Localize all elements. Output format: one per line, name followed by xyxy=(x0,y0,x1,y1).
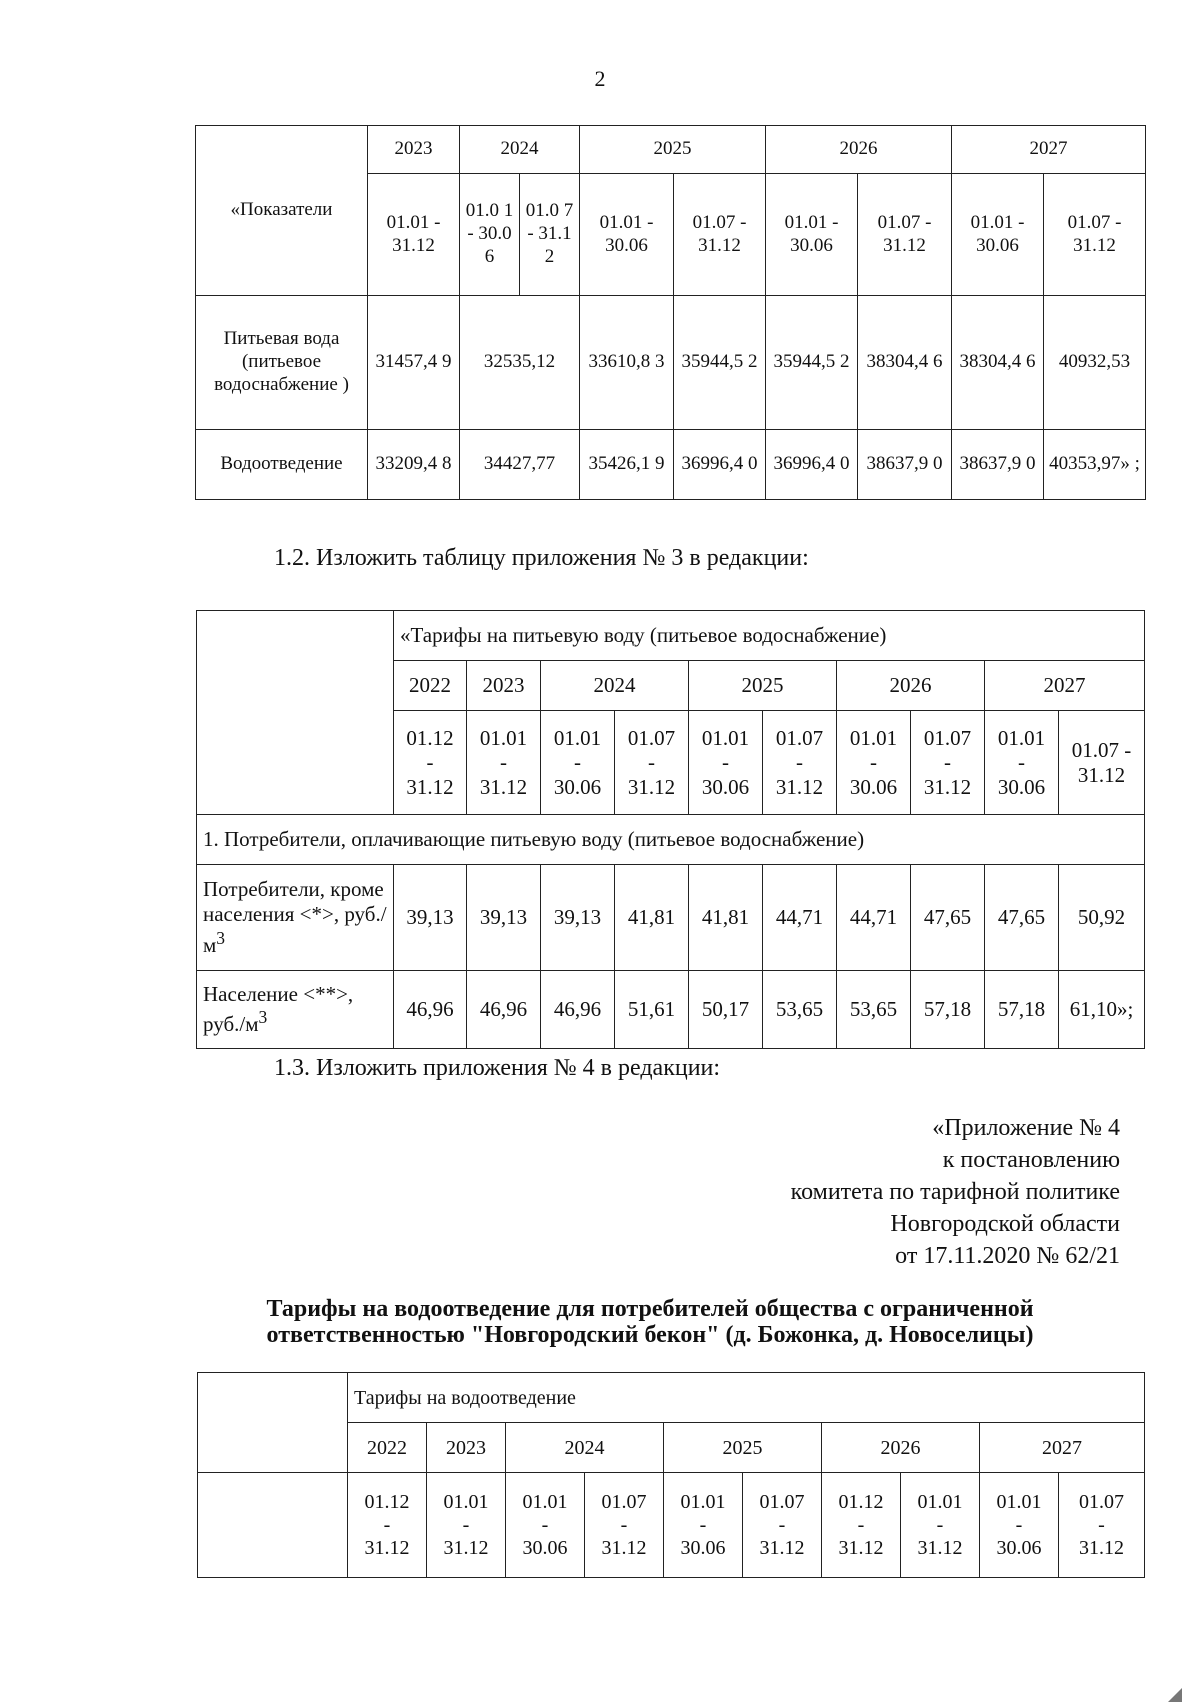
cell-value: 47,65 xyxy=(985,865,1059,971)
cell-value: 31457,4 9 xyxy=(368,296,460,430)
year-header: 2027 xyxy=(952,126,1146,174)
cell-value: 36996,4 0 xyxy=(766,430,858,500)
cell-value: 44,71 xyxy=(837,865,911,971)
period-header: 01.07 - 31.12 xyxy=(743,1473,822,1578)
document-heading xyxy=(150,1296,1150,1348)
cell-value: 39,13 xyxy=(394,865,467,971)
cell-value: 40353,97» ; xyxy=(1044,430,1146,500)
table-title: Тарифы на водоотведение xyxy=(348,1373,1145,1423)
year-header: 2025 xyxy=(664,1423,822,1473)
cell-value: 44,71 xyxy=(763,865,837,971)
table-row xyxy=(196,296,1146,430)
period-header: 01.01 - 30.06 xyxy=(580,174,674,296)
year-header: 2022 xyxy=(348,1423,427,1473)
year-header: 2026 xyxy=(822,1423,980,1473)
cell-value: 39,13 xyxy=(541,865,615,971)
indicators-header: «Показатели xyxy=(196,126,368,296)
cell-value: 36996,4 0 xyxy=(674,430,766,500)
row-label: Потребители, кроме населения <*>, $руб./м^3$ xyxy=(197,865,394,971)
year-header: 2024 xyxy=(541,661,689,711)
cell-value: 46,96 xyxy=(467,971,541,1049)
cell-value: 34427,77 xyxy=(460,430,580,500)
cell-value: 38637,9 0 xyxy=(858,430,952,500)
indicators-table xyxy=(195,125,1146,500)
cell-value: 50,17 xyxy=(689,971,763,1049)
cell-value: 41,81 xyxy=(615,865,689,971)
period-header: 01.07 - 31.12 xyxy=(1059,711,1145,815)
period-header: 01.07 - 31.12 xyxy=(585,1473,664,1578)
period-header: 01.01 - 30.06 xyxy=(766,174,858,296)
period-header: 01.0 7 - 31.1 2 xyxy=(520,174,580,296)
period-header: 01.01 - 30.06 xyxy=(980,1473,1059,1578)
empty-label-cell xyxy=(198,1473,348,1578)
period-header: 01.01 - 30.06 xyxy=(689,711,763,815)
cell-value: 53,65 xyxy=(837,971,911,1049)
annex-line: к постановлению xyxy=(942,1147,1120,1173)
table-row xyxy=(197,865,1145,971)
period-header: 01.07 - 31.12 xyxy=(911,711,985,815)
period-header: 01.07 - 31.12 xyxy=(858,174,952,296)
cell-value: 61,10»; xyxy=(1059,971,1145,1049)
drinking-water-tariffs-table xyxy=(196,610,1145,1049)
cell-value: 50,92 xyxy=(1059,865,1145,971)
period-header: 01.01 - 31.12 xyxy=(901,1473,980,1578)
annex-line: «Приложение № 4 xyxy=(932,1115,1120,1141)
year-header: 2024 xyxy=(506,1423,664,1473)
cell-value: 53,65 xyxy=(763,971,837,1049)
cell-value: 32535,12 xyxy=(460,296,580,430)
year-header: 2023 xyxy=(427,1423,506,1473)
year-header: 2025 xyxy=(689,661,837,711)
cell-value: 35426,1 9 xyxy=(580,430,674,500)
paragraph-1-3: 1.3. Изложить приложения № 4 в редакции: xyxy=(274,1055,721,1081)
period-header: 01.07 - 31.12 xyxy=(1044,174,1146,296)
paragraph-1-2: 1.2. Изложить таблицу приложения № 3 в редакции: xyxy=(274,545,809,571)
cell-value: 38304,4 6 xyxy=(858,296,952,430)
wastewater-tariffs-table xyxy=(197,1372,1145,1578)
row-label: Водоотведение xyxy=(196,430,368,500)
cell-value: 33610,8 3 xyxy=(580,296,674,430)
row-label: Население <**>, $руб./м^3$ xyxy=(197,971,394,1049)
empty-corner-cell xyxy=(198,1373,348,1473)
year-header: 2026 xyxy=(766,126,952,174)
cell-value: 39,13 xyxy=(467,865,541,971)
empty-corner-cell xyxy=(197,611,394,815)
period-header: 01.07 - 31.12 xyxy=(763,711,837,815)
row-label: Питьевая вода (питьевое водоснабжение ) xyxy=(196,296,368,430)
period-header: 01.12 - 31.12 xyxy=(348,1473,427,1578)
annex-block xyxy=(620,1112,1120,1272)
period-header: 01.07 - 31.12 xyxy=(1059,1473,1145,1578)
cell-value: 47,65 xyxy=(911,865,985,971)
heading-line: ответственностью "Новгородский бекон" (д. Божонка, д. Новоселицы) xyxy=(266,1322,1034,1348)
page-number: 2 xyxy=(594,66,606,91)
year-header: 2026 xyxy=(837,661,985,711)
table-title: «Тарифы на питьевую воду (питьевое водоснабжение) xyxy=(394,611,1145,661)
cell-value: 51,61 xyxy=(615,971,689,1049)
cell-value: 35944,5 2 xyxy=(766,296,858,430)
cell-value: 38637,9 0 xyxy=(952,430,1044,500)
annex-line: от 17.11.2020 № 62/21 xyxy=(895,1243,1120,1269)
period-header: 01.01 - 30.06 xyxy=(952,174,1044,296)
cell-value: 57,18 xyxy=(911,971,985,1049)
period-header: 01.01 - 31.12 xyxy=(427,1473,506,1578)
period-header: 01.01 - 30.06 xyxy=(541,711,615,815)
cell-value: 57,18 xyxy=(985,971,1059,1049)
period-header: 01.01 - 30.06 xyxy=(985,711,1059,815)
cell-value: 46,96 xyxy=(541,971,615,1049)
year-header: 2025 xyxy=(580,126,766,174)
year-header: 2027 xyxy=(985,661,1145,711)
period-header: 01.12 - 31.12 xyxy=(822,1473,901,1578)
heading-line: Тарифы на водоотведение для потребителей общества с ограниченной xyxy=(266,1296,1034,1322)
year-header: 2027 xyxy=(980,1423,1145,1473)
table-row xyxy=(196,430,1146,500)
year-header: 2022 xyxy=(394,661,467,711)
cell-value: 41,81 xyxy=(689,865,763,971)
year-header: 2023 xyxy=(368,126,460,174)
year-header: 2023 xyxy=(467,661,541,711)
cell-value: 33209,4 8 xyxy=(368,430,460,500)
annex-line: Новгородской области xyxy=(890,1211,1120,1237)
annex-line: комитета по тарифной политике xyxy=(790,1179,1120,1205)
period-header: 01.0 1 - 30.0 6 xyxy=(460,174,520,296)
table-row xyxy=(197,971,1145,1049)
period-header: 01.07 - 31.12 xyxy=(615,711,689,815)
cell-value: 35944,5 2 xyxy=(674,296,766,430)
cell-value: 38304,4 6 xyxy=(952,296,1044,430)
period-header: 01.01 - 31.12 xyxy=(467,711,541,815)
cell-value: 46,96 xyxy=(394,971,467,1049)
section-header: 1. Потребители, оплачивающие питьевую воду (питьевое водоснабжение) xyxy=(197,815,1145,865)
period-header: 01.01 - 30.06 xyxy=(506,1473,585,1578)
period-header: 01.01 - 30.06 xyxy=(664,1473,743,1578)
cell-value: 40932,53 xyxy=(1044,296,1146,430)
period-header: 01.01 - 30.06 xyxy=(837,711,911,815)
year-header: 2024 xyxy=(460,126,580,174)
page-corner-mark xyxy=(1168,1688,1182,1702)
period-header: 01.01 - 31.12 xyxy=(368,174,460,296)
period-header: 01.12 - 31.12 xyxy=(394,711,467,815)
period-header: 01.07 - 31.12 xyxy=(674,174,766,296)
